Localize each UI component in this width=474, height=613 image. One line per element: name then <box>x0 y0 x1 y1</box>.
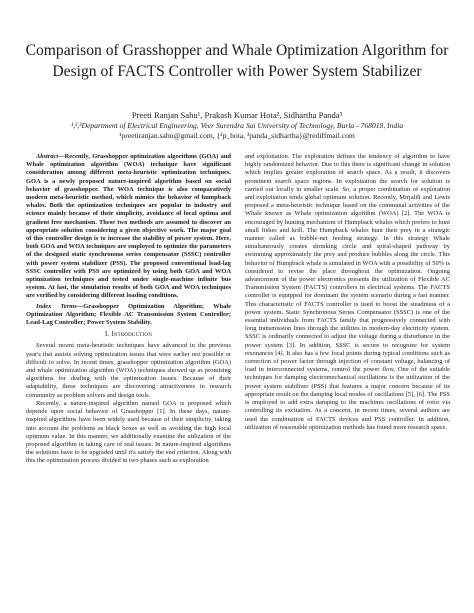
affiliation: ¹,²,³Department of Electrical Engineering, Veer Surendra Sai University of Technology, Burla - 768018, India <box>70 121 404 130</box>
section-heading: I. Introduction <box>104 331 153 339</box>
right-paragraph: and exploitation. The exploration defines the tendency of algorithm to have highly randomized behavior. Due to this there is significant change in solution which implies greater exploration of search space. As a result, it discovers prominent search space regions. In exploitation the search for solution is carried out locally in smaller scale. So, a proper combination of exploration and exploitation tends global optimum solution. Recently, Mirjalili and Lewis proposed a meta-heuristic technique based on the communal activities of the Whale known as Whale optimization algorithm (WOA) [2]. The WOA is encouraged by hunting mechanism of Humpback whales which prefers to hunt small fishes and krill. The Humpback whales hunt their prey in a strategic manner called as bubble-net feeding strategy. In this strategy Whale simultaneously creates shrinking circle and spiral-shaped pathway by swimming approximately the prey and produce bubbles along the circle. This behavior of Humpback whale is simulated in WOA with a possibility of 50% is considered to revise the place throughout the optimization. Ongoing advancement of the power electronics presents the utilization of Flexible AC Transmission System (FACTS) controllers in electrical systems. The FACTS controller is equipped for dominant the system scenario during a fast manner. This characteristic of FACTS controller is used to boost the steadiness of a power system. Static Synchronous Series Compensator (SSSC) is one of the essential individuals from FACTS family that progressively connected with long transmission lines through the utilities in modern-day electricity system. SSSC is ordinarily connected to adjust the voltage during a disturbance in the power system [3]. In addition, SSSC is secure to recognize for system resonances [4]. It also has a few focal points during typical conditions such as correction of power factor through injection of constant voltage, balancing of load in interconnected systems, control the power flow. One of the suitable techniques for damping electromechanical oscillations is the utilization of the power system stabilizer (PSS) that features a major concern because of its appropriate result on the damping local modes of oscillations [5], [6]. The PSS is employed to add extra damping to the machines oscillations of rotor via controlling its excitation. As a concern, in recent times, several authors are used the combination of FACTS devices and PSS controller. In addition, utilization of reasonable optimization methods has found more research space. <box>245 153 450 431</box>
abstract-text: —Recently, Grasshopper optimization algorithms (GOA) and Whale optimization algorithm (WOA) technique have significant consideration among different meta-heuristic optimization techniques. GOA is a newly proposed nature-inspired algorithm based on social behavior of grasshopper. The WOA technique is also comparatively modern meta-heuristic method, which mimics the behavior of humpback whales. Both the optimization techniques are popular in industry and science mainly because of their simplicity, avoidance of local optima and gradient free mechanism. These two methods are assumed to discover an appropriate solution considering a given objective work. The major goal of this controller design is to increase the stability of power system. Here, both GOA and WOA techniques are employed to optimize the parameters of the designed static synchronous series compensator (SSSC) controller with power system stabilizer (PSS). The proposed conventional lead-lag SSSC controller with PSS are optimized by using both GOA and WOA optimization techniques and tested under single-machine infinite bus system. At last, the simulation results of both GOA and WOA techniques are verified by considering different loading conditions. <box>26 153 231 300</box>
index-terms-text: —Grasshopper Optimization Algorithm; Whale Optimization Algorithm; Flexible AC Transmission System Controller; Lead-Lag Controller; Power System Stability. <box>26 302 231 327</box>
intro-paragraph-2: Recently, a nature-inspired algorithm named GOA is proposed which depends upon social behavior of Grasshopper [1]. In these days, nature-inspired algorithms have been widely used because of their simplicity, taking into account the problems as black boxes as well as avoiding the high local optimum value. In this manner, we additionally examine the utilization of the proposed algorithm in taking care of real issues. In nature-inspired algorithms the solutions have to be upgraded until it's satisfy the end criterion. Along with this the optimization process divided in two phases such as exploration <box>26 399 231 465</box>
left-column <box>26 153 231 466</box>
index-terms <box>26 303 231 328</box>
right-column <box>245 153 450 432</box>
author-block <box>20 110 454 142</box>
index-terms-lead: Index Terms <box>36 302 77 310</box>
abstract-lead: Abstract <box>36 153 59 160</box>
author-emails: ¹preetiranjan.sahu@gmail.com, {²p_hota, ³panda_sidhartha}@rediffmail.com <box>119 131 355 141</box>
intro-paragraph-1: Several recent meta-heuristic techniques have advanced in the previous year's that assists solving optimization issues that were earlier not possible or difficult to solve. In recent times, grasshopper optimization algorithm (GOA) and whale optimization algorithm (WOA) techniques showed up as promising algorithms for dealing with the optimization issues. Because of their adaptability, these techniques are discovering attractiveness in research community as problem solvers and design tools. <box>26 342 231 399</box>
author-names: Preeti Ranjan Sahu¹, Prakash Kumar Hota², Sidhartha Panda³ <box>131 110 343 120</box>
paper-title: Comparison of Grasshopper and Whale Optimization Algorithm for Design of FACTS Controller with Power System Stabilizer <box>25 42 449 80</box>
abstract <box>26 153 231 301</box>
